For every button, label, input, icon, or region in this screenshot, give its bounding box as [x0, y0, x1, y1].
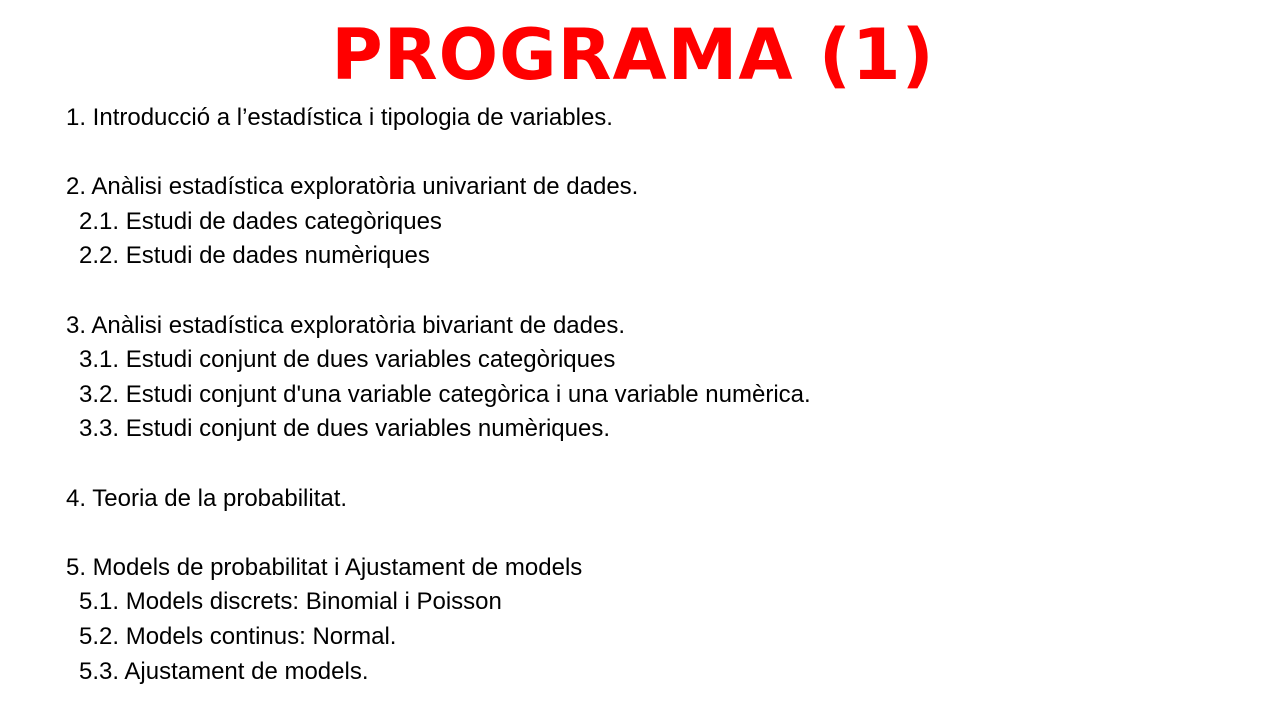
spacer: [66, 274, 1246, 309]
subsection-5-2: 5.2. Models continus: Normal.: [79, 622, 397, 650]
subsection-3-1: 3.1. Estudi conjunt de dues variables categòriques: [79, 346, 616, 374]
subsection-2-1: 2.1. Estudi de dades categòriques: [79, 207, 442, 235]
spacer: [66, 516, 1246, 551]
section-heading-3: 3. Anàlisi estadística exploratòria bivariant de dades.: [66, 311, 625, 339]
spacer: [66, 447, 1246, 482]
spacer: [66, 136, 1246, 171]
syllabus-list: [66, 101, 1246, 689]
slide-title: PROGRAMA (1): [331, 14, 935, 96]
section-heading-1: 1. Introducció a l’estadística i tipologia de variables.: [66, 104, 613, 131]
section-heading-5: 5. Models de probabilitat i Ajustament de models: [66, 553, 583, 581]
subsection-5-3: 5.3. Ajustament de models.: [79, 657, 369, 685]
section-heading-2: 2. Anàlisi estadística exploratòria univariant de dades.: [66, 173, 639, 201]
subsection-5-1: 5.1. Models discrets: Binomial i Poisson: [79, 588, 502, 616]
section-heading-4: 4. Teoria de la probabilitat.: [66, 484, 348, 512]
subsection-3-2: 3.2. Estudi conjunt d'una variable categòrica i una variable numèrica.: [79, 380, 811, 408]
subsection-2-2: 2.2. Estudi de dades numèriques: [79, 242, 430, 270]
subsection-3-3: 3.3. Estudi conjunt de dues variables numèriques.: [79, 415, 610, 443]
